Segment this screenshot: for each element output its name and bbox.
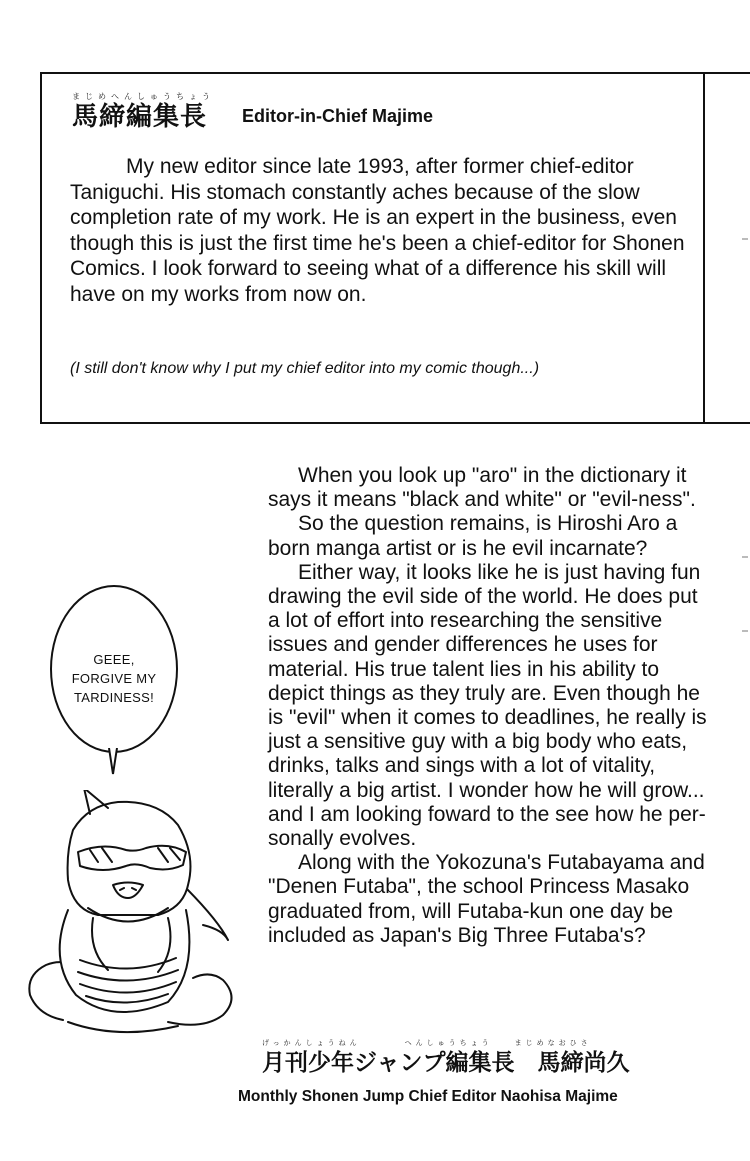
bubble-line-2: FORGIVE MY	[71, 671, 157, 686]
box-bottom-rule	[40, 422, 750, 424]
editor-note: (I still don't know why I put my chief editor into my comic though...)	[70, 360, 540, 377]
page-edge-mark	[742, 238, 748, 240]
signature-furigana: げっかんしょうねん へんしゅうちょう まじめなおひさ	[262, 1039, 592, 1047]
speech-bubble-tail	[107, 748, 119, 776]
essay-paragraph: Either way, it looks like he is just having fun drawing the evil side of the world. He does put a lot of effort into researching the sensitive issues and gender differences he uses for material. His true talent lies in his ability to depict things as they truly are. Even though he is "evil" when it comes to deadlines, he really is just a sensitive guy with a big body who eats, drinks, talks and sings with a lot of vitality, literally a big artist. I wonder how he will grow... and I am looking foward to the see how he per-sonally evolves.	[268, 560, 707, 851]
essay-paragraph: Along with the Yokozuna's Futabayama and "Denen Futaba", the school Princess Masako graduated from, will Futaba-kun one day be included as Japan's Big Three Futaba's?	[268, 851, 705, 947]
essay-text	[268, 464, 708, 948]
essay-paragraph: When you look up "aro" in the dictionary it says it means "black and white" or "evil-ness".	[268, 464, 696, 512]
editor-furigana: まじめへんしゅうちょう	[72, 92, 215, 101]
signature-jp-text: 月刊少年ジャンプ編集長 馬締尚久	[262, 1050, 630, 1076]
page-edge-mark	[742, 630, 748, 632]
bubble-line-1: GEEE,	[93, 652, 135, 667]
signature-en: Monthly Shonen Jump Chief Editor Naohisa Majime	[238, 1088, 618, 1105]
editor-description-text: My new editor since late 1993, after former chief-editor Taniguchi. His stomach constantly aches because of the slow completion rate of my work. He is an expert in the business, even though this is just the first time he's been a chief-editor for Shonen Comics. I look forward to seeing what of a difference his skill will have on my works from now on.	[70, 155, 685, 306]
page-edge-mark	[742, 556, 748, 558]
editor-jp-heading	[72, 92, 215, 132]
editor-description	[70, 154, 685, 307]
signature-jp	[262, 1038, 630, 1078]
editor-profile-box	[40, 72, 705, 424]
editor-en-title: Editor-in-Chief Majime	[242, 106, 434, 126]
speech-bubble-text	[50, 650, 178, 707]
editor-character-illustration	[18, 790, 248, 1050]
essay-paragraph: So the question remains, is Hiroshi Aro a born manga artist or is he evil incarnate?	[268, 512, 678, 560]
bubble-line-3: TARDINESS!	[73, 690, 155, 705]
editor-jp-title: 馬締編集長	[72, 102, 208, 132]
